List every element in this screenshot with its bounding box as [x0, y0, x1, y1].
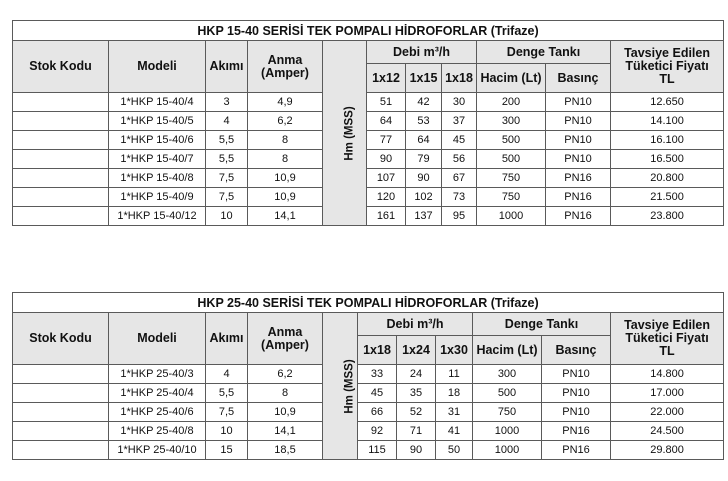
hacim-cell: 200 — [477, 93, 546, 112]
basinc-cell: PN16 — [546, 169, 611, 188]
table-title: HKP 25-40 SERİSİ TEK POMPALI HİDROFORLAR (Trifaze) — [13, 293, 724, 313]
header-debi-col-3: 1x18 — [442, 64, 477, 93]
basinc-cell: PN16 — [546, 188, 611, 207]
hacim-cell: 750 — [477, 188, 546, 207]
anma-cell: 14,1 — [248, 207, 323, 226]
basinc-cell: PN10 — [546, 131, 611, 150]
hm-vertical-label: Hm (MSS) — [343, 106, 356, 161]
basinc-cell: PN10 — [546, 93, 611, 112]
fiyat-cell: 22.000 — [611, 403, 724, 422]
table-row — [13, 112, 724, 131]
akim-cell: 7,5 — [206, 188, 248, 207]
hacim-cell: 500 — [477, 131, 546, 150]
debi-2-cell: 52 — [397, 403, 436, 422]
anma-cell: 6,2 — [248, 365, 323, 384]
model-cell: 1*HKP 15-40/4 — [109, 93, 206, 112]
header-fiyat-line1: Tavsiye Edilen — [624, 318, 710, 332]
debi-2-cell: 24 — [397, 365, 436, 384]
debi-1-cell: 115 — [358, 441, 397, 460]
debi-3-cell: 37 — [442, 112, 477, 131]
fiyat-cell: 14.100 — [611, 112, 724, 131]
anma-cell: 14,1 — [248, 422, 323, 441]
debi-2-cell: 102 — [406, 188, 442, 207]
stok-kodu-cell — [13, 384, 109, 403]
fiyat-cell: 12.650 — [611, 93, 724, 112]
fiyat-cell: 16.500 — [611, 150, 724, 169]
stok-kodu-cell — [13, 365, 109, 384]
debi-2-cell: 53 — [406, 112, 442, 131]
price-table-hkp-15-40 — [12, 20, 724, 226]
header-modeli: Modeli — [109, 41, 206, 93]
debi-1-cell: 120 — [367, 188, 406, 207]
debi-1-cell: 66 — [358, 403, 397, 422]
model-cell: 1*HKP 15-40/12 — [109, 207, 206, 226]
table-row — [13, 422, 724, 441]
debi-1-cell: 64 — [367, 112, 406, 131]
header-fiyat — [611, 41, 724, 93]
header-debi: Debi m³/h — [367, 41, 477, 64]
model-cell: 1*HKP 25-40/8 — [109, 422, 206, 441]
table-row — [13, 403, 724, 422]
akim-cell: 4 — [206, 112, 248, 131]
anma-cell: 8 — [248, 131, 323, 150]
debi-1-cell: 33 — [358, 365, 397, 384]
stok-kodu-cell — [13, 441, 109, 460]
header-basinc: Basınç — [542, 336, 611, 365]
fiyat-cell: 17.000 — [611, 384, 724, 403]
table-title: HKP 15-40 SERİSİ TEK POMPALI HİDROFORLAR (Trifaze) — [13, 21, 724, 41]
table-row — [13, 93, 724, 112]
stok-kodu-cell — [13, 112, 109, 131]
anma-cell: 8 — [248, 150, 323, 169]
stok-kodu-cell — [13, 188, 109, 207]
debi-3-cell: 95 — [442, 207, 477, 226]
header-fiyat-line1: Tavsiye Edilen — [624, 46, 710, 60]
header-anma — [248, 41, 323, 93]
header-denge-tanki: Denge Tankı — [477, 41, 611, 64]
hacim-cell: 1000 — [477, 207, 546, 226]
header-anma — [248, 313, 323, 365]
header-debi-col-3: 1x30 — [436, 336, 473, 365]
debi-3-cell: 56 — [442, 150, 477, 169]
debi-2-cell: 90 — [397, 441, 436, 460]
header-debi-col-2: 1x24 — [397, 336, 436, 365]
debi-3-cell: 31 — [436, 403, 473, 422]
debi-2-cell: 90 — [406, 169, 442, 188]
debi-2-cell: 35 — [397, 384, 436, 403]
hacim-cell: 500 — [477, 150, 546, 169]
model-cell: 1*HKP 25-40/3 — [109, 365, 206, 384]
basinc-cell: PN10 — [546, 112, 611, 131]
debi-1-cell: 107 — [367, 169, 406, 188]
anma-cell: 10,9 — [248, 403, 323, 422]
anma-cell: 10,9 — [248, 169, 323, 188]
header-hacim: Hacim (Lt) — [473, 336, 542, 365]
table-row — [13, 365, 724, 384]
akim-cell: 10 — [206, 422, 248, 441]
model-cell: 1*HKP 15-40/7 — [109, 150, 206, 169]
debi-1-cell: 51 — [367, 93, 406, 112]
akim-cell: 5,5 — [206, 131, 248, 150]
basinc-cell: PN16 — [542, 441, 611, 460]
debi-2-cell: 42 — [406, 93, 442, 112]
header-anma-line2: (Amper) — [261, 65, 309, 80]
hacim-cell: 300 — [473, 365, 542, 384]
basinc-cell: PN10 — [542, 403, 611, 422]
stok-kodu-cell — [13, 131, 109, 150]
table-row — [13, 150, 724, 169]
table-row — [13, 441, 724, 460]
debi-2-cell: 64 — [406, 131, 442, 150]
anma-cell: 4,9 — [248, 93, 323, 112]
fiyat-cell: 20.800 — [611, 169, 724, 188]
table-row — [13, 384, 724, 403]
anma-cell: 18,5 — [248, 441, 323, 460]
header-modeli: Modeli — [109, 313, 206, 365]
header-fiyat-line2: Tüketici Fiyatı — [625, 59, 709, 73]
debi-1-cell: 45 — [358, 384, 397, 403]
debi-3-cell: 11 — [436, 365, 473, 384]
fiyat-cell: 16.100 — [611, 131, 724, 150]
basinc-cell: PN10 — [542, 365, 611, 384]
debi-1-cell: 161 — [367, 207, 406, 226]
debi-2-cell: 79 — [406, 150, 442, 169]
hacim-cell: 750 — [477, 169, 546, 188]
akim-cell: 15 — [206, 441, 248, 460]
header-debi: Debi m³/h — [358, 313, 473, 336]
model-cell: 1*HKP 15-40/6 — [109, 131, 206, 150]
model-cell: 1*HKP 25-40/10 — [109, 441, 206, 460]
model-cell: 1*HKP 25-40/6 — [109, 403, 206, 422]
fiyat-cell: 24.500 — [611, 422, 724, 441]
debi-3-cell: 45 — [442, 131, 477, 150]
header-hm-mss — [323, 313, 358, 460]
header-basinc: Basınç — [546, 64, 611, 93]
model-cell: 1*HKP 15-40/9 — [109, 188, 206, 207]
header-fiyat-line3: TL — [659, 72, 675, 86]
header-hacim: Hacim (Lt) — [477, 64, 546, 93]
header-debi-col-1: 1x18 — [358, 336, 397, 365]
stok-kodu-cell — [13, 93, 109, 112]
debi-2-cell: 137 — [406, 207, 442, 226]
debi-3-cell: 18 — [436, 384, 473, 403]
header-stok-kodu: Stok Kodu — [13, 313, 109, 365]
hacim-cell: 500 — [473, 384, 542, 403]
hacim-cell: 750 — [473, 403, 542, 422]
price-table-hkp-25-40 — [12, 292, 724, 460]
header-fiyat-line2: Tüketici Fiyatı — [625, 331, 709, 345]
debi-3-cell: 67 — [442, 169, 477, 188]
table-row — [13, 207, 724, 226]
akim-cell: 5,5 — [206, 384, 248, 403]
debi-1-cell: 77 — [367, 131, 406, 150]
debi-1-cell: 90 — [367, 150, 406, 169]
header-stok-kodu: Stok Kodu — [13, 41, 109, 93]
table-row — [13, 188, 724, 207]
akim-cell: 5,5 — [206, 150, 248, 169]
hacim-cell: 1000 — [473, 422, 542, 441]
basinc-cell: PN16 — [546, 207, 611, 226]
model-cell: 1*HKP 15-40/5 — [109, 112, 206, 131]
debi-3-cell: 50 — [436, 441, 473, 460]
table-row — [13, 131, 724, 150]
stok-kodu-cell — [13, 403, 109, 422]
stok-kodu-cell — [13, 422, 109, 441]
stok-kodu-cell — [13, 169, 109, 188]
anma-cell: 6,2 — [248, 112, 323, 131]
debi-3-cell: 73 — [442, 188, 477, 207]
header-fiyat-line3: TL — [659, 344, 675, 358]
header-fiyat — [611, 313, 724, 365]
akim-cell: 7,5 — [206, 403, 248, 422]
stok-kodu-cell — [13, 207, 109, 226]
debi-1-cell: 92 — [358, 422, 397, 441]
table-row — [13, 169, 724, 188]
hacim-cell: 1000 — [473, 441, 542, 460]
debi-2-cell: 71 — [397, 422, 436, 441]
akim-cell: 10 — [206, 207, 248, 226]
header-hm-mss — [323, 41, 367, 226]
hacim-cell: 300 — [477, 112, 546, 131]
header-akimi: Akımı — [206, 41, 248, 93]
header-anma-line1: Anma — [267, 52, 303, 67]
akim-cell: 4 — [206, 365, 248, 384]
basinc-cell: PN10 — [546, 150, 611, 169]
model-cell: 1*HKP 15-40/8 — [109, 169, 206, 188]
anma-cell: 10,9 — [248, 188, 323, 207]
debi-3-cell: 30 — [442, 93, 477, 112]
akim-cell: 7,5 — [206, 169, 248, 188]
hm-vertical-label: Hm (MSS) — [343, 359, 356, 414]
header-anma-line1: Anma — [267, 324, 303, 339]
basinc-cell: PN16 — [542, 422, 611, 441]
fiyat-cell: 23.800 — [611, 207, 724, 226]
fiyat-cell: 21.500 — [611, 188, 724, 207]
header-debi-col-1: 1x12 — [367, 64, 406, 93]
basinc-cell: PN10 — [542, 384, 611, 403]
fiyat-cell: 29.800 — [611, 441, 724, 460]
header-denge-tanki: Denge Tankı — [473, 313, 611, 336]
header-debi-col-2: 1x15 — [406, 64, 442, 93]
model-cell: 1*HKP 25-40/4 — [109, 384, 206, 403]
stok-kodu-cell — [13, 150, 109, 169]
header-akimi: Akımı — [206, 313, 248, 365]
anma-cell: 8 — [248, 384, 323, 403]
fiyat-cell: 14.800 — [611, 365, 724, 384]
akim-cell: 3 — [206, 93, 248, 112]
debi-3-cell: 41 — [436, 422, 473, 441]
header-anma-line2: (Amper) — [261, 337, 309, 352]
